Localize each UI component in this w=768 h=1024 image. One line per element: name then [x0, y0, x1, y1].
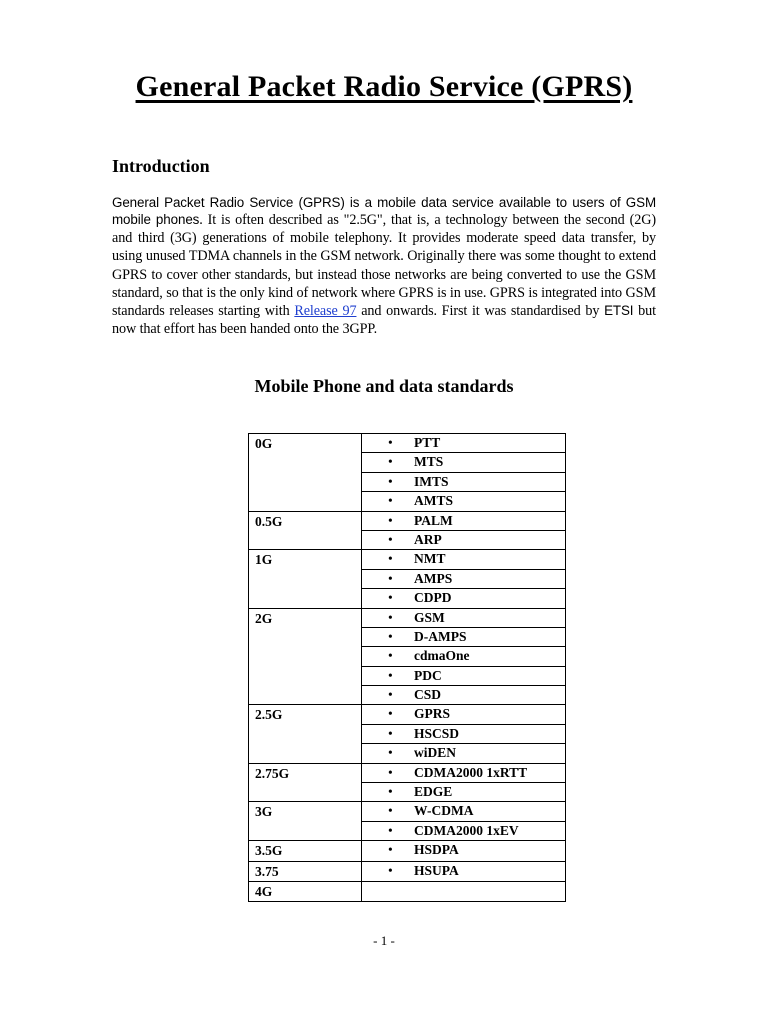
standard-cell [362, 744, 566, 763]
bullet-icon: • [388, 512, 393, 528]
bullet-icon: • [388, 822, 393, 838]
standard-cell [362, 589, 566, 608]
standard-name: wiDEN [414, 745, 457, 761]
bullet-icon: • [388, 667, 393, 683]
intro-paragraph [112, 194, 656, 338]
table-row [249, 881, 566, 901]
standard-cell [362, 550, 566, 569]
intro-text: General Packet Radio Service (GPRS) is a [112, 195, 378, 210]
section-heading-introduction: Introduction [112, 156, 210, 176]
standard-cell [362, 511, 566, 530]
standard-name: MTS [414, 454, 444, 470]
intro-text: available to users of [493, 195, 626, 210]
intro-text: GPRS is in use. GPRS is integrated into GSM standards releases starting with [112, 284, 656, 319]
bullet-icon: • [388, 454, 393, 470]
standard-name: HSCSD [414, 725, 460, 741]
bullet-icon: • [388, 609, 393, 625]
standard-name: NMT [414, 551, 446, 567]
bullet-icon: • [388, 842, 393, 858]
bullet-icon: • [388, 745, 393, 761]
bullet-icon: • [388, 590, 393, 606]
generation-cell: 3G [249, 802, 362, 841]
standard-name: GSM [414, 609, 445, 625]
standard-cell [362, 763, 566, 782]
generation-cell: 1G [249, 550, 362, 608]
table-row [249, 861, 566, 881]
generation-cell: 3.75 [249, 861, 362, 881]
table-row [249, 550, 566, 569]
standard-cell [362, 569, 566, 588]
bullet-icon: • [388, 493, 393, 509]
standard-name: ARP [414, 531, 442, 547]
standard-name: PDC [414, 667, 442, 683]
standard-name: AMPS [414, 570, 453, 586]
standard-cell [362, 530, 566, 549]
generation-cell: 4G [249, 881, 362, 901]
bullet-icon: • [388, 803, 393, 819]
standard-name: HSUPA [414, 862, 459, 878]
bullet-icon: • [388, 531, 393, 547]
standard-name: PTT [414, 435, 441, 450]
standard-cell [362, 608, 566, 627]
table-row [249, 841, 566, 861]
standard-cell [362, 492, 566, 511]
table-row [249, 511, 566, 530]
bullet-icon: • [388, 725, 393, 741]
standard-cell [362, 627, 566, 646]
standard-name: IMTS [414, 473, 449, 489]
standard-cell [362, 453, 566, 472]
intro-text: mobile data service [377, 195, 494, 210]
standards-table [248, 433, 566, 902]
bullet-icon: • [388, 648, 393, 664]
bullet-icon: • [388, 473, 393, 489]
intro-text: . It is often described as "2.5G", that is, a technology between the second (2G) and third (3G) generations of mobile telephony. It provides moderate speed data transfer, by using unused TDMA channels in the GSM network. Originally there was some thought to extend GPRS to cover other standards, but instead those networks are being converted to use the GSM standard, so that is the only kind of network where [112, 212, 656, 301]
intro-text: and onwards. First it was standardised by [356, 302, 605, 319]
bullet-icon: • [388, 687, 393, 703]
table-row [249, 763, 566, 782]
intro-text: GSM mobile phones [112, 195, 656, 228]
standard-name: CDMA2000 1xEV [414, 822, 519, 838]
table-title: Mobile Phone and data standards [254, 376, 514, 396]
standard-name: CDPD [414, 590, 452, 606]
standard-cell [362, 783, 566, 802]
standard-name: D-AMPS [414, 628, 467, 644]
bullet-icon: • [388, 706, 393, 722]
standard-name: CSD [414, 687, 442, 703]
standard-cell [362, 647, 566, 666]
bullet-icon: • [388, 862, 393, 878]
bullet-icon: • [388, 551, 393, 567]
standard-cell [362, 802, 566, 821]
page-number: - 1 - [373, 933, 395, 948]
intro-text: ETSI [604, 302, 634, 318]
bullet-icon: • [388, 784, 393, 800]
standard-cell [362, 861, 566, 881]
generation-cell: 3.5G [249, 841, 362, 861]
standard-name: GPRS [414, 706, 451, 722]
document-title: General Packet Radio Service (GPRS) [135, 70, 633, 103]
standard-name: W-CDMA [414, 803, 474, 819]
standard-cell [362, 841, 566, 861]
bullet-icon: • [388, 764, 393, 780]
generation-cell: 2G [249, 608, 362, 705]
standard-name: CDMA2000 1xRTT [414, 764, 528, 780]
standard-cell [362, 705, 566, 724]
standard-cell [362, 821, 566, 840]
bullet-icon: • [388, 435, 393, 450]
standard-cell [362, 434, 566, 453]
generation-cell: 0.5G [249, 511, 362, 550]
generation-cell: 2.5G [249, 705, 362, 763]
bullet-icon: • [388, 628, 393, 644]
intro-text: but now that effort has been handed onto the 3GPP. [112, 302, 657, 338]
standard-name: AMTS [414, 493, 454, 509]
generation-cell: 0G [249, 434, 362, 512]
standard-name: HSDPA [414, 842, 459, 858]
table-row [249, 705, 566, 724]
standard-name: cdmaOne [414, 648, 470, 664]
table-row [249, 608, 566, 627]
standard-name: EDGE [414, 784, 453, 800]
release-97-link[interactable]: Release 97 [294, 302, 357, 319]
standard-cell [362, 472, 566, 491]
standard-cell [362, 666, 566, 685]
standard-cell [362, 881, 566, 901]
generation-cell: 2.75G [249, 763, 362, 802]
table-row [249, 802, 566, 821]
table-row [249, 434, 566, 453]
standard-cell [362, 724, 566, 743]
standard-cell [362, 686, 566, 705]
standard-name: PALM [414, 512, 453, 528]
bullet-icon: • [388, 570, 393, 586]
